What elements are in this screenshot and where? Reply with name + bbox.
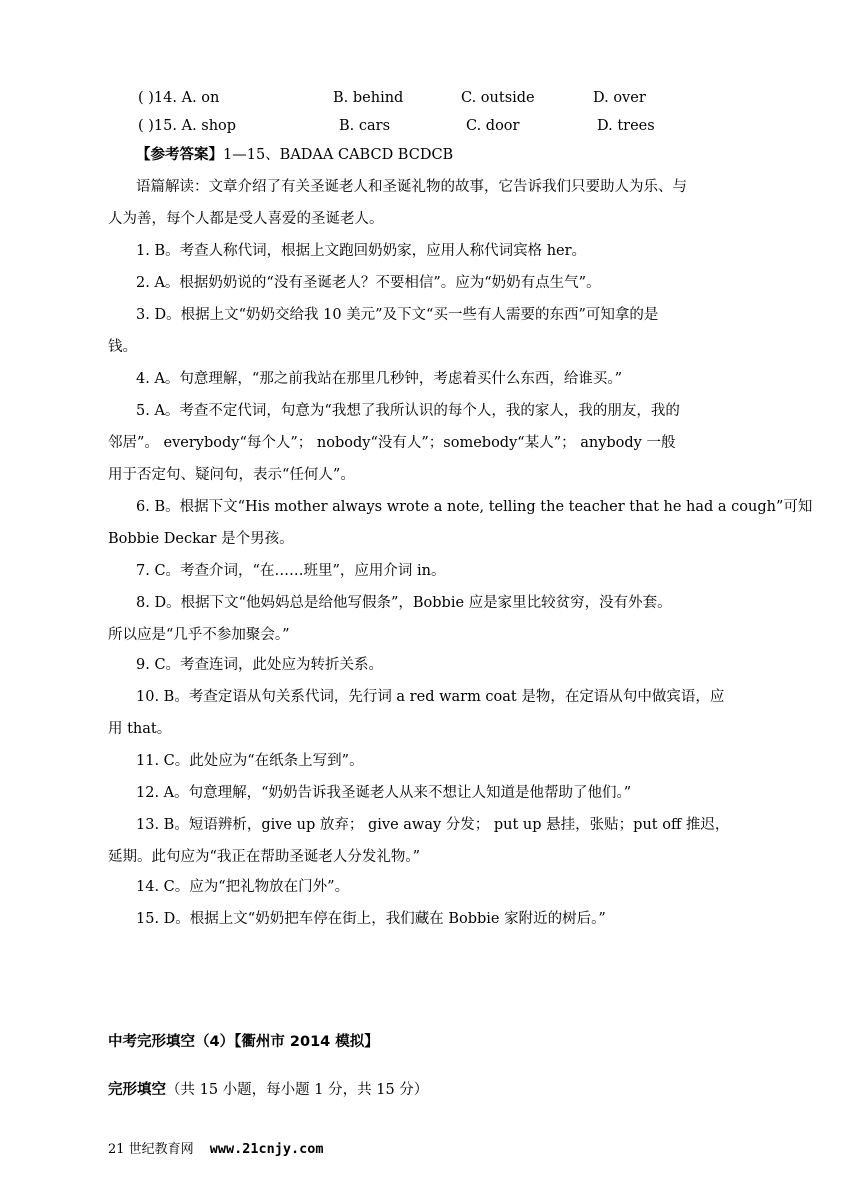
option-d: D. over <box>593 90 646 106</box>
explanation-6-line-1: 6. B。根据下文“His mother always wrote a note, telling the teacher that he had a cough”可知 <box>136 499 813 515</box>
explanation-8-line-1: 8. D。根据下文“他妈妈总是给他写假条”，Bobbie 应是家里比较贫穷，没有外套。 <box>136 595 672 611</box>
footer-org: 21 世纪教育网 <box>108 1142 194 1157</box>
answer-key <box>136 145 453 165</box>
section-subtitle: 完形填空（共 15 小题，每小题 1 分，共 15 分） <box>108 1082 429 1098</box>
explanation-7-line-1: 7. C。考查介词，“在……班里”，应用介词 in。 <box>136 563 446 579</box>
analysis-line-1: 语篇解读：文章介绍了有关圣诞老人和圣诞礼物的故事，它告诉我们只要助人为乐、与 <box>136 179 687 195</box>
explanation-12-line-1: 12. A。句意理解，“奶奶告诉我圣诞老人从来不想让人知道是他帮助了他们。” <box>136 785 632 801</box>
explanation-1-line-1: 1. B。考查人称代词，根据上文跑回奶奶家，应用人称代词宾格 her。 <box>136 243 587 259</box>
explanation-9-line-1: 9. C。考查连词，此处应为转折关系。 <box>136 657 384 673</box>
explanation-10-line-2: 用 that。 <box>108 721 172 737</box>
option-b: B. cars <box>339 118 391 134</box>
explanation-5-line-2: 邻居”。 everybody“每个人”； nobody“没有人”；somebody“某人”； anybody 一般 <box>108 435 676 451</box>
explanation-4-line-1: 4. A。句意理解，“那之前我站在那里几秒钟，考虑着买什么东西，给谁买。” <box>136 371 622 387</box>
explanation-8-line-2: 所以应是“几乎不参加聚会。” <box>108 627 290 643</box>
analysis-label: 语篇解读： <box>136 179 209 195</box>
option-question: ( )15. A. shop <box>138 118 237 134</box>
footer-site: www.21cnjy.com <box>209 1141 324 1157</box>
explanation-14-line-1: 14. C。应为“把礼物放在门外”。 <box>136 879 350 895</box>
explanation-11-line-1: 11. C。此处应为“在纸条上写到”。 <box>136 753 364 769</box>
option-c: C. outside <box>461 90 535 106</box>
page-footer <box>108 1139 323 1160</box>
explanation-6-line-2: Bobbie Deckar 是个男孩。 <box>108 531 294 547</box>
explanation-13-line-1: 13. B。短语辨析，give up 放弃； give away 分发； put up 悬挂，张贴；put off 推迟， <box>136 817 730 833</box>
explanation-15-line-1: 15. D。根据上文“奶奶把车停在街上，我们藏在 Bobbie 家附近的树后。” <box>136 911 606 927</box>
option-b: B. behind <box>333 90 404 106</box>
explanation-3-line-1: 3. D。根据上文“奶奶交给我 10 美元”及下文“买一些有人需要的东西”可知拿的是 <box>136 307 659 323</box>
explanation-3-line-2: 钱。 <box>108 339 137 355</box>
option-c: C. door <box>466 118 520 134</box>
explanation-5-line-3: 用于否定句、疑问句，表示“任何人”。 <box>108 467 355 483</box>
analysis-line-2: 人为善，每个人都是受人喜爱的圣诞老人。 <box>108 211 384 227</box>
answer-label: 【参考答案】 <box>136 146 223 163</box>
explanation-10-line-1: 10. B。考查定语从句关系代词，先行词 a red warm coat 是物，在定语从句中做宾语，应 <box>136 689 725 705</box>
explanation-5-line-1: 5. A。考查不定代词，句意为“我想了我所认识的每个人，我的家人，我的朋友，我的 <box>136 403 680 419</box>
answer-text: 1—15、BADAA CABCD BCDCB <box>223 147 454 163</box>
explanation-2-line-1: 2. A。根据奶奶说的“没有圣诞老人？不要相信”。应为“奶奶有点生气”。 <box>136 275 601 291</box>
option-d: D. trees <box>597 118 655 134</box>
option-question: ( )14. A. on <box>138 90 220 106</box>
explanation-13-line-2: 延期。此句应为“我正在帮助圣诞老人分发礼物。” <box>108 849 421 865</box>
section-title: 中考完形填空（4）【衢州市 2014 模拟】 <box>108 1034 379 1050</box>
